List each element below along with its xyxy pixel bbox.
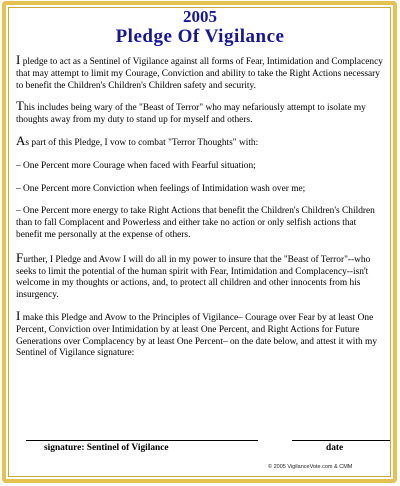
pledge-paragraph-vow	[16, 132, 384, 150]
vow-item-conviction: – One Percent more Conviction when feelings of Intimidation wash over me;	[16, 183, 306, 194]
signature-label: signature: Sentinel of Vigilance	[44, 443, 169, 453]
vow-item-energy: – One Percent more energy to take Right Actions that benefit the Children's Children's Children than to fall Complacent and Powerless and either take no action or only selfish actions that benefit me personally at the expense of others.	[16, 206, 375, 240]
paragraph-text: urther, I Pledge and Avow I will do all in my power to insure that the "Beast of Terror"--who seeks to limit the potential of the human spirit with Fear, Intimidation and Complacency--isn't welcome in my thoughts or actions, and, to protect all children and other innocents from his insurgency.	[16, 254, 371, 301]
paragraph-text: pledge to act as a Sentinel of Vigilance against all forms of Fear, Intimidation and Complacency that may attempt to limit my Courage, Conviction and ability to take the Right Actions necessary to benefit the Children's Children's Children safety and security.	[16, 57, 383, 91]
pledge-paragraph-intro	[16, 52, 384, 92]
vow-item-courage: – One Percent more Courage when faced with Fearful situation;	[16, 160, 256, 171]
paragraph-text: make this Pledge and Avow to the Principles of Vigilance– Courage over Fear by at least One Percent, Conviction over Intimidation by at least One Percent, and Right Actions for Future Generations over Complacency by at least One Percent– on the date below, and attest it with my Sentinel of Vigilance signature:	[16, 312, 378, 359]
drop-initial: I	[16, 52, 21, 67]
drop-initial: T	[16, 98, 24, 114]
pledge-paragraph-beast	[16, 98, 384, 127]
date-label: date	[326, 443, 344, 453]
pledge-content	[16, 8, 384, 369]
copyright-notice: © 2005 VigilanceVote.com & CMM	[268, 464, 353, 470]
title-year: 2005	[183, 7, 217, 26]
paragraph-text: his includes being wary of the "Beast of Terror" who may nefariously attempt to isolate my thoughts away from my duty to stand up for myself and others.	[16, 103, 366, 126]
drop-initial: F	[16, 249, 24, 265]
drop-initial: A	[16, 132, 26, 148]
signature-line[interactable]	[26, 440, 258, 441]
title-main: Pledge Of Vigilance	[115, 26, 285, 47]
paragraph-text: s part of this Pledge, I vow to combat "Terror Thoughts" with:	[25, 137, 259, 148]
pledge-paragraph-further	[16, 249, 384, 302]
pledge-paragraph-attest	[16, 307, 384, 360]
date-line[interactable]	[292, 440, 390, 441]
drop-initial: I	[16, 307, 21, 323]
